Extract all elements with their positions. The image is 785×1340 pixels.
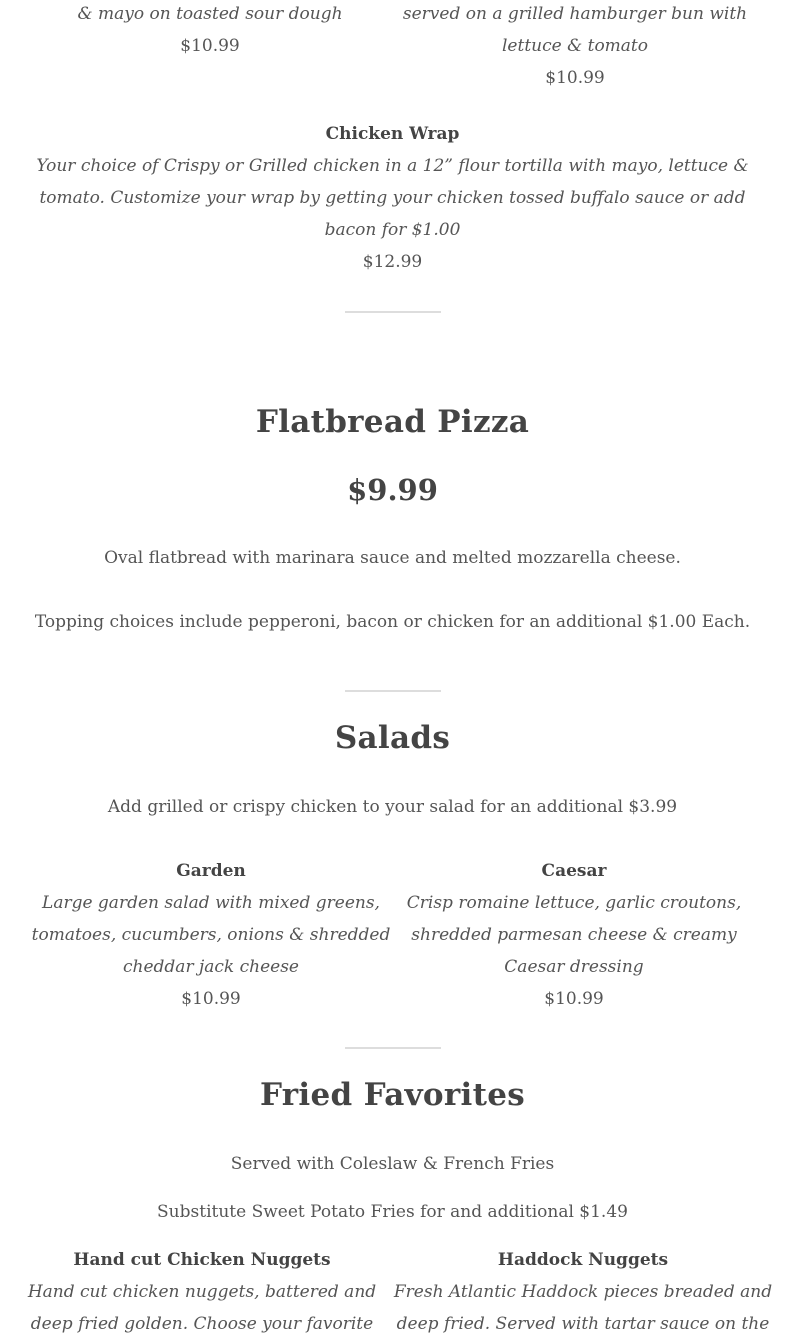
salads-note-wrap <box>0 791 785 823</box>
menu-item-haddock-nuggets <box>393 1244 773 1340</box>
item-price: $10.99 <box>545 68 605 88</box>
section-title: Salads <box>334 720 451 756</box>
sandwich-item-right <box>395 0 755 94</box>
item-description: shredded parmesan cheese & creamy <box>411 925 737 945</box>
section-note: Add grilled or crispy chicken to your salad for an additional $3.99 <box>107 797 678 817</box>
item-name: Chicken Wrap <box>325 124 460 144</box>
item-description: Your choice of Crispy or Grilled chicken in a 12” flour tortilla with mayo, lettuce & <box>36 156 749 176</box>
item-description: bacon for $1.00 <box>324 220 461 240</box>
fried-note-2-wrap <box>0 1196 785 1228</box>
item-name: Haddock Nuggets <box>497 1250 669 1270</box>
item-description: & mayo on toasted sour dough <box>77 4 343 24</box>
section-divider <box>345 311 441 313</box>
section-toppings-note: Topping choices include pepperoni, bacon or chicken for an additional $1.00 Each. <box>34 612 751 632</box>
item-description: deep fried golden. Choose your favorite <box>30 1314 374 1334</box>
sandwich-item-left <box>20 0 400 62</box>
menu-item-chicken-nuggets <box>22 1244 382 1340</box>
flatbread-description-wrap <box>0 542 785 574</box>
section-flatbread-pizza <box>0 404 785 440</box>
item-name: Garden <box>176 861 246 881</box>
section-title: Fried Favorites <box>260 1077 525 1113</box>
item-description: Large garden salad with mixed greens, <box>42 893 380 913</box>
item-price: $10.99 <box>180 36 240 56</box>
menu-item-chicken-wrap <box>0 118 785 278</box>
section-salads <box>0 720 785 756</box>
section-fried-favorites <box>0 1077 785 1113</box>
section-title: Flatbread Pizza <box>255 404 530 440</box>
item-description: cheddar jack cheese <box>123 957 299 977</box>
section-description: Oval flatbread with marinara sauce and melted mozzarella cheese. <box>104 548 681 568</box>
menu-item-caesar <box>394 855 754 1015</box>
menu-item-garden <box>30 855 392 1015</box>
item-price: $12.99 <box>362 252 423 272</box>
item-description: tomatoes, cucumbers, onions & shredded <box>31 925 391 945</box>
fried-note-1-wrap <box>0 1148 785 1180</box>
item-description: Crisp romaine lettuce, garlic croutons, <box>406 893 742 913</box>
item-price: $10.99 <box>181 989 241 1009</box>
item-description: deep fried. Served with tartar sauce on the <box>396 1314 770 1334</box>
item-description: Hand cut chicken nuggets, battered and <box>27 1282 377 1302</box>
item-description: tomato. Customize your wrap by getting your chicken tossed buffalo sauce or add <box>39 188 746 208</box>
item-name: Caesar <box>541 861 607 881</box>
item-description: Fresh Atlantic Haddock pieces breaded and <box>393 1282 773 1302</box>
section-note: Served with Coleslaw & French Fries <box>230 1154 555 1174</box>
item-description: Caesar dressing <box>504 957 644 977</box>
item-price: $10.99 <box>544 989 604 1009</box>
flatbread-price-wrap <box>0 473 785 507</box>
item-name: Hand cut Chicken Nuggets <box>73 1250 331 1270</box>
section-divider <box>345 1047 441 1049</box>
section-divider <box>345 690 441 692</box>
flatbread-toppings-wrap <box>0 606 785 638</box>
section-note: Substitute Sweet Potato Fries for and additional $1.49 <box>157 1202 628 1222</box>
item-description: lettuce & tomato <box>501 36 649 56</box>
section-price: $9.99 <box>347 473 438 507</box>
item-description: served on a grilled hamburger bun with <box>402 4 748 24</box>
